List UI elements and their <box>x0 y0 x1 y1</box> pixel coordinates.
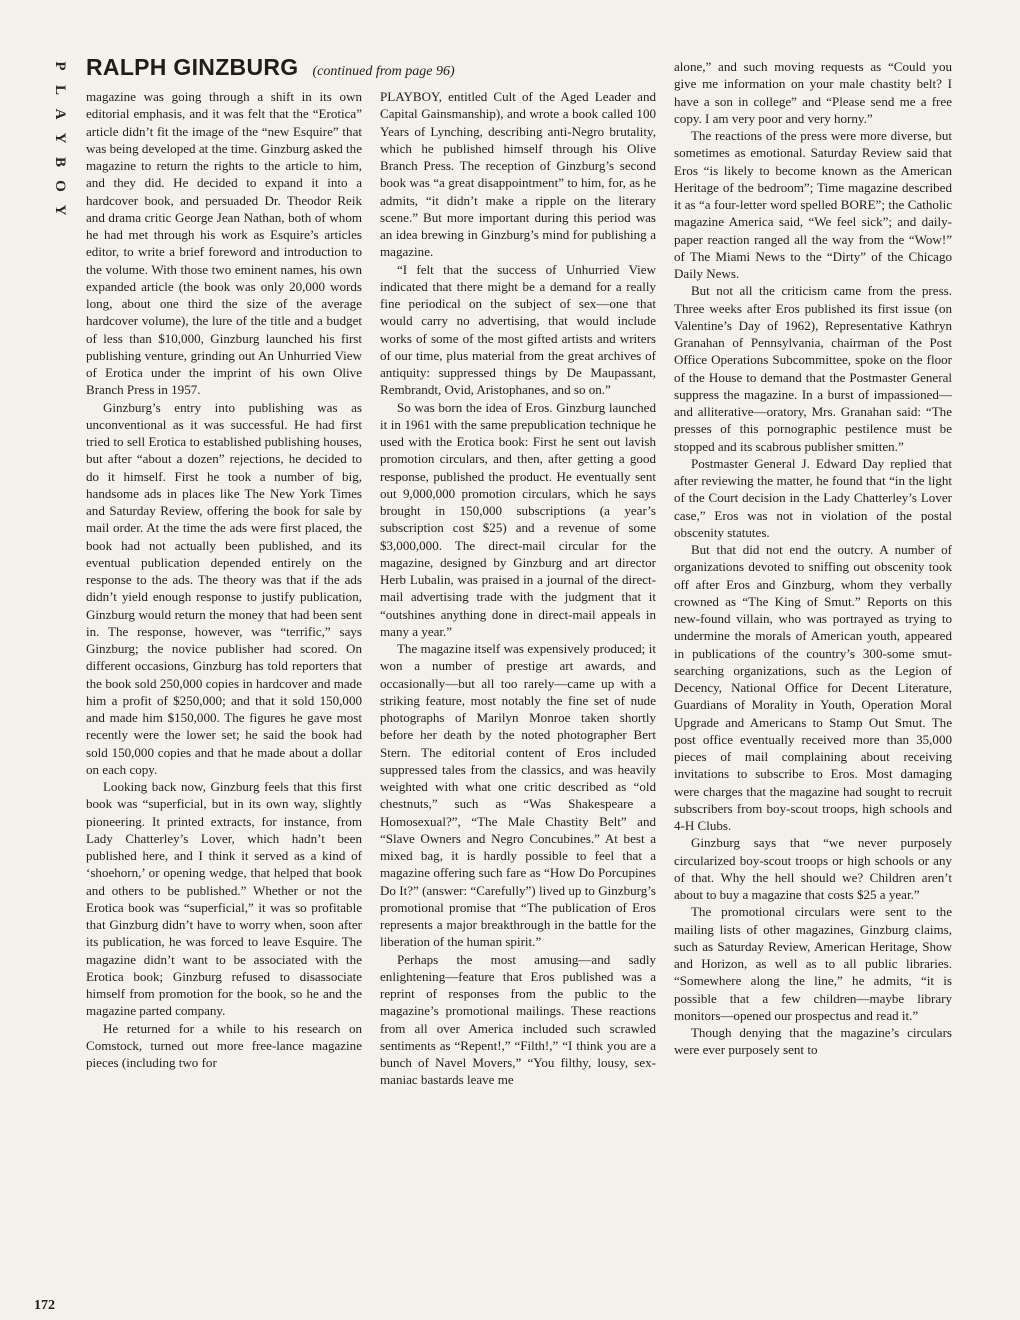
paragraph: magazine was going through a shift in its own editorial emphasis, and it was felt that the “Erotica” article didn’t fit the image of the “new Esquire” that was being developed at the time. Ginzburg asked the magazine to return the rights to the article to him, and they did. He decided to expand it into a hardcover book, and persuaded Dr. Theodor Reik and drama critic George Jean Nathan, both of whom he had met through his work as Esquire’s articles editor, to write a brief foreword and introduction to the volume. With those two eminent names, his own expanded article (the book was only 20,000 words long, about one third the size of the average hardcover volume), the lure of the title and a budget of less than $10,000, Ginzburg launched his first publishing venture, grinding out An Unhurried View of Erotica under the imprint of his own Olive Branch Press in 1957. <box>86 89 362 398</box>
paragraph: He returned for a while to his research on Comstock, turned out more free-lance magazine pieces (including two for <box>86 1020 362 1070</box>
paragraph: Perhaps the most amusing—and sadly enlightening—feature that Eros published was a reprint of responses from the public to the magazine’s promotional mailings. These reactions from all over America included such scrawled sentiments as “Repent!,” “Filth!,” “I think you are a bunch of Navel Movers,” “You filthy, lousy, sex-maniac bastards leave me <box>380 951 656 1088</box>
continued-note: (continued from page 96) <box>312 64 455 79</box>
text-column-1 <box>86 88 362 1312</box>
paragraph: The magazine itself was expensively produced; it won a number of prestige art awards, and occasionally—but all too rarely—came up with a striking feature, most notably the fine set of nude photographs of Marilyn Monroe taken shortly before her death by the noted photographer Bert Stern. The editorial content of Eros included suppressed tales from the classics, and was heavily weighted with what one critic described as “old chestnuts,” such as “Was Shakespeare a Homosexual?”, “The Male Chastity Belt” and “Slave Owners and Negro Concubines.” At best a mixed bag, it is hardly possible to feel that a magazine offering such fare as “How Do Porcupines Do It?” (answer: “Carefully”) lived up to Ginzburg’s promotional promise that “The publication of Eros represents a major breakthrough in the battle for the liberation of the human spirit.” <box>380 641 656 950</box>
page-number: 172 <box>34 1298 55 1313</box>
paragraph: alone,” and such moving requests as “Could you give me information on your male chastity belt? I have a son in college” and “Please send me a free copy. I am very poor and very horny.” <box>674 59 952 126</box>
text-column-2 <box>380 88 656 1312</box>
paragraph: So was born the idea of Eros. Ginzburg launched it in 1961 with the same prepublication technique he used with the Erotica book: First he sent out lavish promotion circulars, and then, after getting a good response, published the product. He eventually sent out 9,000,000 promotion circulars, which he says brought in 150,000 subscriptions (a year’s subscription cost $25) and a revenue of some $3,000,000. The direct-mail circular for the magazine, designed by Ginzburg and art director Herb Lubalin, was praised in a journal of the direct-mail advertising trade with the judgment that it “outshines anything done in direct-mail appeals in many a year.” <box>380 399 656 639</box>
paragraph: PLAYBOY, entitled Cult of the Aged Leader and Capital Gainsmanship), and wrote a book called 100 Years of Lynching, describing anti-Negro brutality, which he published himself through his Olive Branch Press. The reception of Ginzburg’s second book was “a great disappointment” to him, for, as he admits, “it didn’t make a ripple on the literary scene.” But more important during this period was an idea brewing in Ginzburg’s mind for publishing a magazine. <box>380 89 656 260</box>
paragraph: “I felt that the success of Unhurried View indicated that there might be a demand for a really fine periodical on the subject of sex—one that would carry no advertising, that would include works of some of the most gifted artists and writers of our time, plus material from the great archives of antiquity: suppressed things by De Maupassant, Rembrandt, Ovid, Aristophanes, and so on.” <box>380 261 656 398</box>
paragraph: Ginzburg says that “we never purposely circularized boy-scout troops or high schools or any of that. Why the hell should we? Children aren’t about to buy a magazine that costs $25 a year.” <box>674 835 952 902</box>
paragraph: Though denying that the magazine’s circulars were ever purposely sent to <box>674 1025 952 1058</box>
paragraph: Looking back now, Ginzburg feels that this first book was “superficial, but in its own way, slightly pioneering. It printed extracts, for instance, from Lady Chatterley’s Lover, which hadn’t been published here, and I think it served as a kind of ‘shoehorn,’ or opening wedge, that helped that book and others to be published.” Whether or not the Erotica book was “superficial,” it was so profitable that Ginzburg didn’t have to worry when, soon after its publication, he was forced to leave Esquire. The magazine didn’t want to be associated with the Erotica book; Ginzburg refused to disassociate himself from promotion for the book, so he and the magazine parted company. <box>86 779 362 1019</box>
magazine-name-vertical: P L A Y B O Y <box>52 61 68 216</box>
article-author: RALPH GINZBURG <box>86 54 299 80</box>
paragraph: Postmaster General J. Edward Day replied that after reviewing the matter, he found that “in the light of the Court decision in the Lady Chatterley’s Lover case,” Eros was not in violation of the postal obscenity statutes. <box>674 455 952 540</box>
running-head <box>86 54 646 84</box>
paragraph: But that did not end the outcry. A number of organizations devoted to sniffing out obscenity took off after Eros and Ginzburg, whom they verbally crowned as “The King of Smut.” Reports on this new-found villain, who was portrayed as trying to undermine the morals of American youth, appeared in publications of the country’s 300-some smut-searching organizations, such as the Legion of Decency, National Office for Decent Literature, Guardians of Morality in Youth, Operation Moral Upgrade and Americans to Stamp Out Smut. The post office eventually received more than 35,000 pieces of mail complaining about receiving invitations to subscribe to Eros. Most damaging were charges that the magazine had sought to recruit subscribers from boy-scout troops, high schools and 4-H Clubs. <box>674 542 952 833</box>
paragraph: The promotional circulars were sent to the mailing lists of other magazines, Ginzburg claims, such as Saturday Review, American Heritage, Show and Horizon, as well as to all public libraries. “Somewhere along the line,” he admits, “it is possible that a few children—maybe library monitors—opened our prospectus and read it.” <box>674 904 952 1023</box>
paragraph: But not all the criticism came from the press. Three weeks after Eros published its first issue (on Valentine’s Day of 1962), Representative Kathryn Granahan of Pennsylvania, chairman of the Post Office Operations Subcommittee, spoke on the floor of the House to demand that the Postmaster General suppress the magazine. In a burst of impassioned—and alliterative—oratory, Mrs. Granahan said: “The presses of this pornographic pestilence must be stopped and its scabrous publisher smitten.” <box>674 283 952 454</box>
paragraph: Ginzburg’s entry into publishing was as unconventional as it was successful. He had first tried to sell Erotica to established publishing houses, but after “about a dozen” rejections, he decided to do it himself. First he took a number of big, handsome ads in places like The New York Times and Saturday Review, offering the book for sale by mail order. At the time the ads were first placed, the book had not actually been published, and its eventual publication depended entirely on the response to the ads. The theory was that if the ads didn’t yield enough response to justify publication, Ginzburg would return the money that had been sent in. The response, however, was “terrific,” says Ginzburg; the novice publisher had scored. On different occasions, Ginzburg has told reporters that the book sold 250,000 copies in hardcover and made him a profit of $250,000; and that it sold 150,000 and made him $150,000. The figures he gave most recently were the lower set; he said the book had sold 150,000 copies and that he made about a dollar on each copy. <box>86 399 362 777</box>
paragraph: The reactions of the press were more diverse, but sometimes as emotional. Saturday Review said that Eros “is likely to become known as the American Heritage of the bedroom”; Time magazine described it as “a four-letter word spelled BORE”; the Catholic magazine America said, “We feel sick”; and daily-paper reaction ranged all the way from the “Wow!” of The Miami News to the “Dirty” of the Chicago Daily News. <box>674 128 952 281</box>
text-column-3 <box>674 58 952 1312</box>
